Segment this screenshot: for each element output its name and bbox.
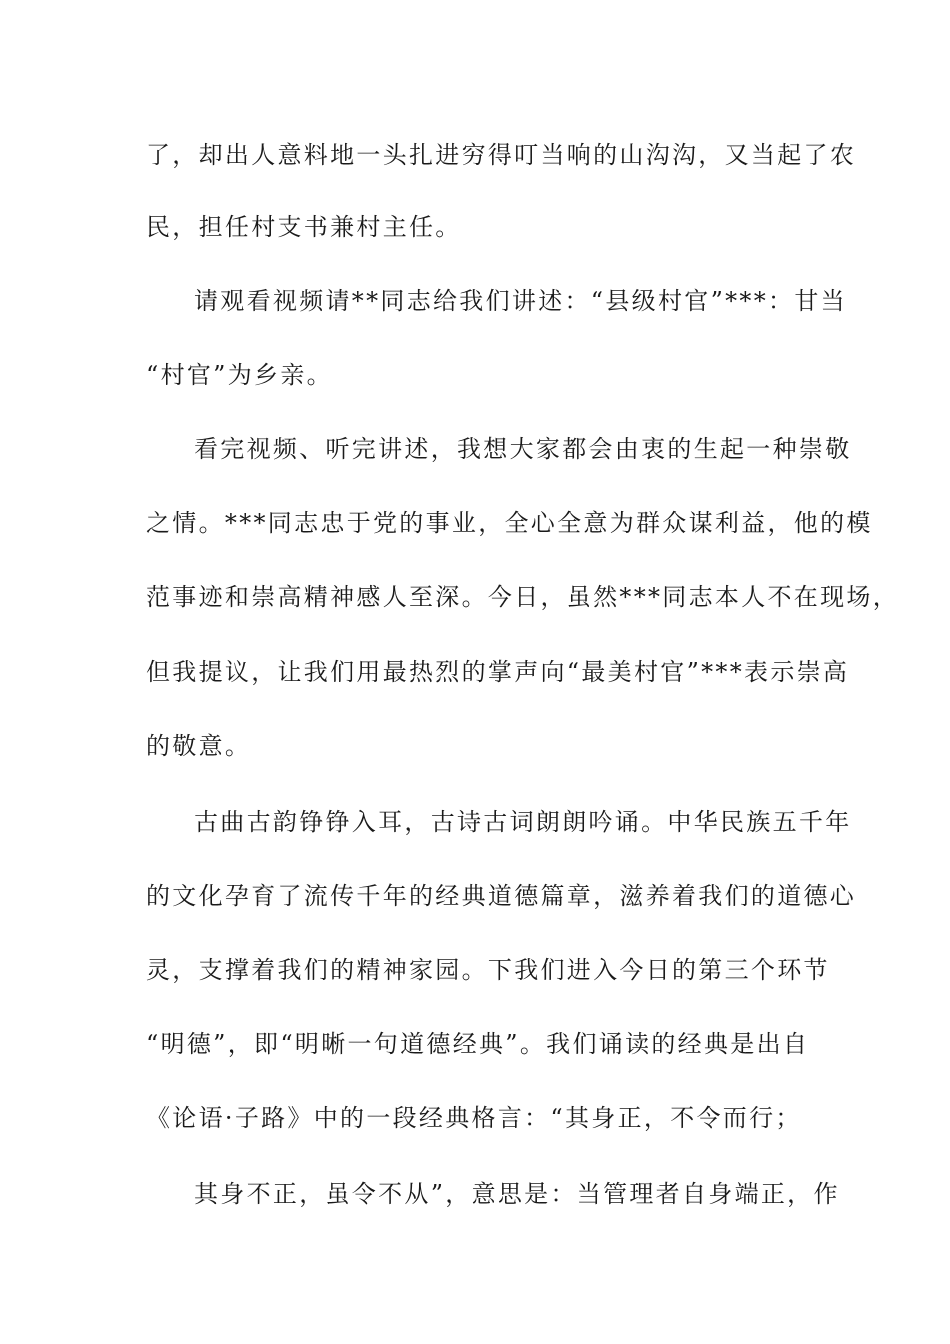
text-line: “明德”，即“明晰一句道德经典”。我们诵读的经典是出自 [146, 1030, 810, 1058]
paragraph-start-line: 看完视频、听完讲述，我想大家都会由衷的生起一种崇敬 [194, 435, 852, 463]
paragraph-start-line: 请观看视频请**同志给我们讲述：“县级村官”***：甘当 [194, 287, 847, 315]
paragraph-start-line: 其身不正，虽令不从”，意思是：当管理者自身端正，作 [194, 1180, 840, 1208]
text-line: 灵，支撑着我们的精神家园。下我们进入今日的第三个环节 [146, 956, 830, 984]
text-line: 的文化孕育了流传千年的经典道德篇章，滋养着我们的道德心 [146, 882, 857, 910]
text-line: 的敬意。 [146, 732, 252, 760]
text-line: “村官”为乡亲。 [146, 361, 333, 389]
text-line: 范事迹和崇高精神感人至深。今日，虽然***同志本人不在现场， [146, 583, 899, 611]
text-line: 了，却出人意料地一头扎进穷得叮当响的山沟沟，又当起了农 [146, 141, 857, 169]
paragraph-start-line: 古曲古韵铮铮入耳，古诗古词朗朗吟诵。中华民族五千年 [194, 808, 852, 836]
text-line: 《论语·子路》中的一段经典格言：“其身正，不令而行； [146, 1104, 802, 1132]
text-line: 但我提议，让我们用最热烈的掌声向“最美村官”***表示崇高 [146, 658, 850, 686]
text-line: 民，担任村支书兼村主任。 [146, 213, 462, 241]
text-line: 之情。***同志忠于党的事业，全心全意为群众谋利益，他的模 [146, 509, 873, 537]
